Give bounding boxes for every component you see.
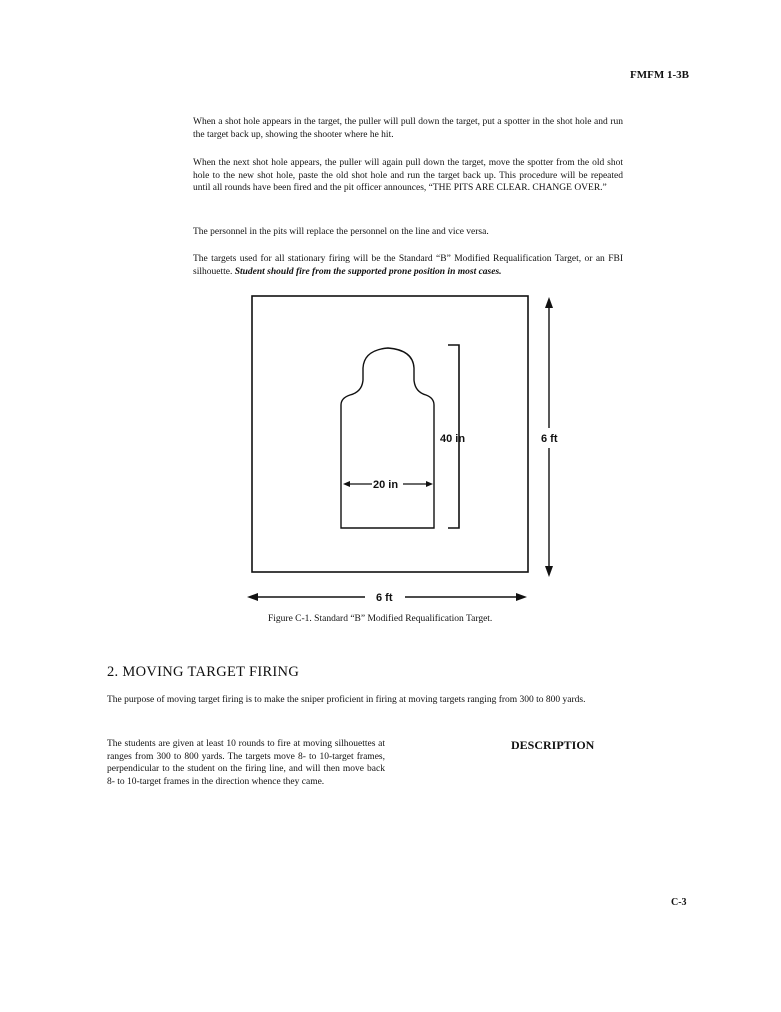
targets-italic-text: Student should fire from the supported prone position in most cases. (234, 266, 502, 277)
width-arrowhead-right (426, 481, 433, 487)
purpose-paragraph: The purpose of moving target firing is to make the sniper proficient in firing at moving targets ranging from 300 to 800 yards. (107, 695, 586, 705)
page-number: C-3 (671, 897, 687, 908)
section-title: 2. MOVING TARGET FIRING (107, 664, 300, 680)
height-arrowhead-bottom (545, 566, 553, 577)
height-label-outer: 6 ft (541, 433, 558, 445)
document-id-header: FMFM 1-3B (630, 69, 689, 81)
width-arrowhead-outer-left (247, 593, 258, 601)
figure-caption: Figure C-1. Standard “B” Modified Requalification Target. (268, 614, 493, 624)
targets-text: The targets used for all stationary firing will be the Standard “B” Modified Requalification Target, or an FBI silhouette. (193, 254, 623, 277)
target-frame (252, 296, 528, 572)
paragraph-next-shot: When the next shot hole appears, the puller will again pull down the target, move the spotter from the old shot hole to the new shot hole, paste the old shot hole and run the target back up. This procedure will be repeated until all rounds have been fired and the pit officer announces, “THE PITS ARE CLEAR. CHANGE OVER.” (193, 158, 623, 193)
paragraph-shot-hole: When a shot hole appears in the target, the puller will pull down the target, put a spotter in the shot hole and run the target back up, showing the shooter where he hit. (193, 117, 623, 140)
height-label-inner: 40 in (440, 433, 466, 445)
width-label-inner: 20 in (373, 479, 399, 491)
students-paragraph: The students are given at least 10 rounds to fire at moving silhouettes at ranges from 300 to 800 yards. The targets move 8- to 10-target frames, perpendicular to the student on the firing line, and will then move back 8- to 10-target frames in the direction whence they came. (107, 739, 385, 787)
paragraph-personnel: The personnel in the pits will replace the personnel on the line and vice versa. (193, 227, 489, 237)
width-label-outer: 6 ft (376, 592, 393, 604)
width-arrowhead-outer-right (516, 593, 527, 601)
width-arrowhead-left (343, 481, 350, 487)
description-heading: DESCRIPTION (511, 738, 595, 752)
silhouette (341, 348, 434, 528)
height-arrowhead-top (545, 297, 553, 308)
